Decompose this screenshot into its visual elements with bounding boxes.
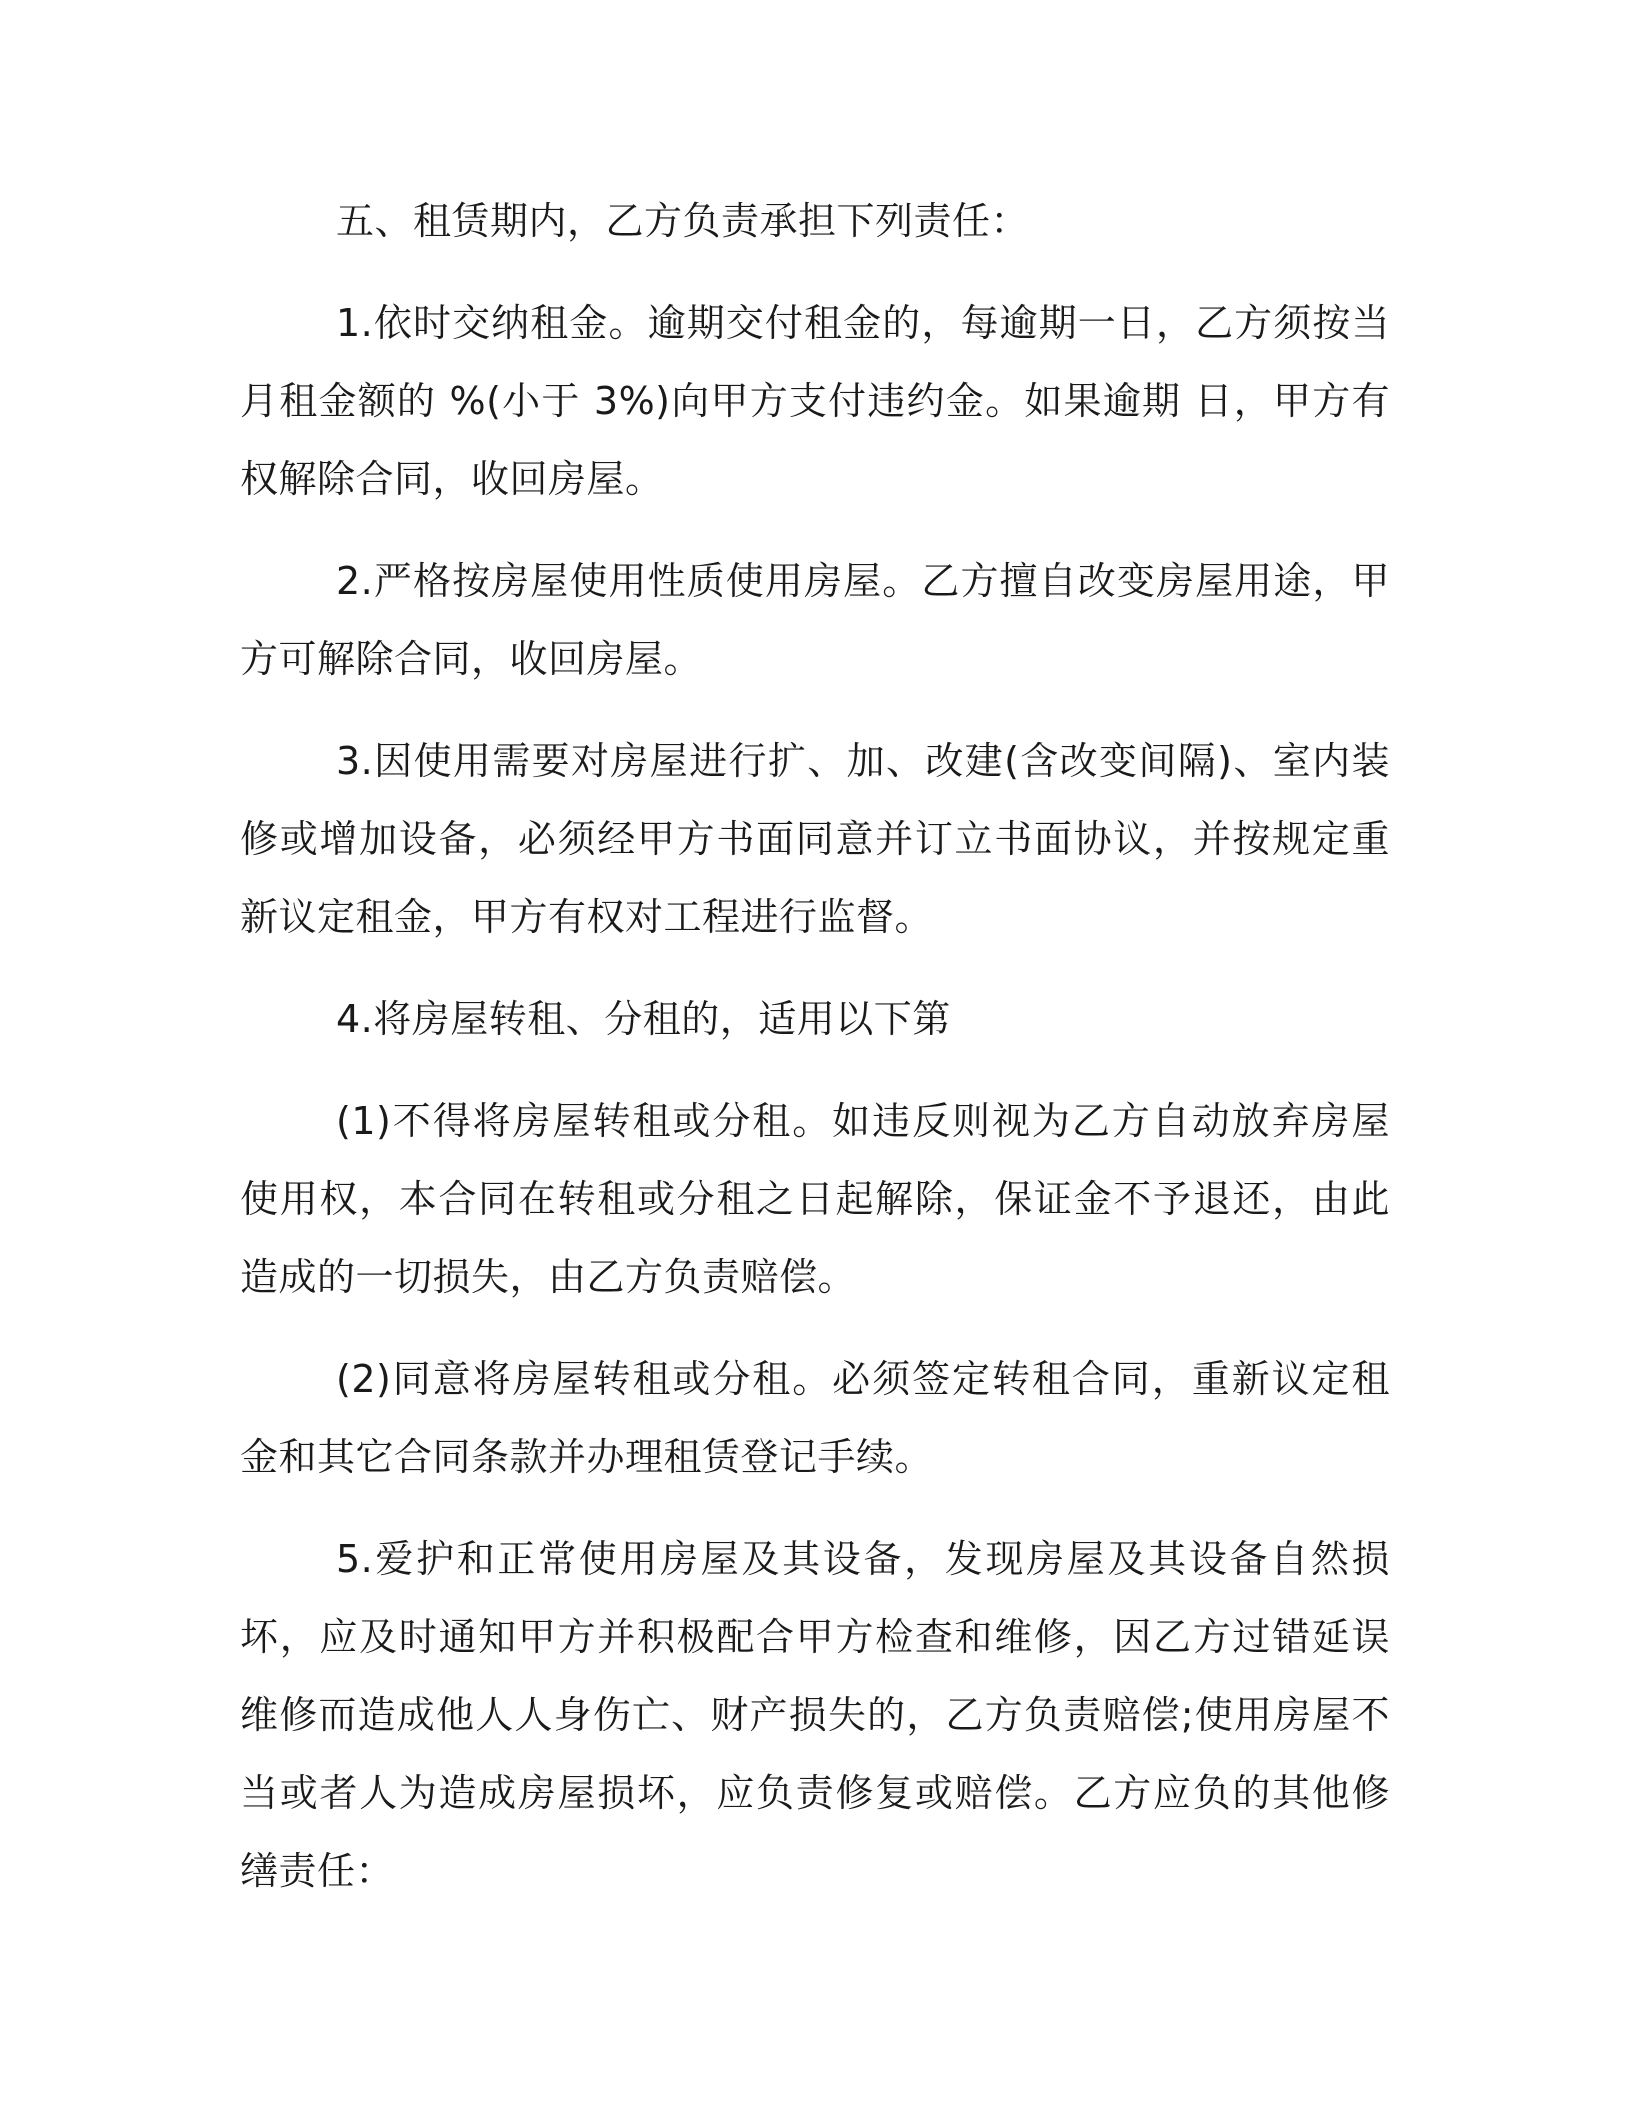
document-body	[240, 182, 1390, 1934]
clause-5-maintenance: 5.爱护和正常使用房屋及其设备，发现房屋及其设备自然损坏，应及时通知甲方并积极配合甲方检查和维修，因乙方过错延误维修而造成他人人身伤亡、财产损失的，乙方负责赔偿;使用房屋不当或者人为造成房屋损坏，应负责修复或赔偿。乙方应负的其他修缮责任：	[240, 1537, 1390, 1893]
clause-2-usage: 2.严格按房屋使用性质使用房屋。乙方擅自改变房屋用途，甲方可解除合同，收回房屋。	[240, 559, 1390, 681]
clause-4-sublease: 4.将房屋转租、分租的，适用以下第	[336, 997, 951, 1041]
section-heading-five: 五、租赁期内，乙方负责承担下列责任：	[336, 199, 1030, 243]
clause-3-renovation: 3.因使用需要对房屋进行扩、加、改建(含改变间隔)、室内装修或增加设备，必须经甲方书面同意并订立书面协议，并按规定重新议定租金，甲方有权对工程进行监督。	[240, 739, 1390, 939]
clause-1-rent-payment: 1.依时交纳租金。逾期交付租金的，每逾期一日，乙方须按当月租金额的 %(小于 3%)向甲方支付违约金。如果逾期 日，甲方有权解除合同，收回房屋。	[240, 301, 1390, 501]
clause-4-option-2: (2)同意将房屋转租或分租。必须签定转租合同，重新议定租金和其它合同条款并办理租赁登记手续。	[240, 1357, 1390, 1479]
clause-4-option-1: (1)不得将房屋转租或分租。如违反则视为乙方自动放弃房屋使用权，本合同在转租或分租之日起解除，保证金不予退还，由此造成的一切损失，由乙方负责赔偿。	[240, 1099, 1390, 1299]
